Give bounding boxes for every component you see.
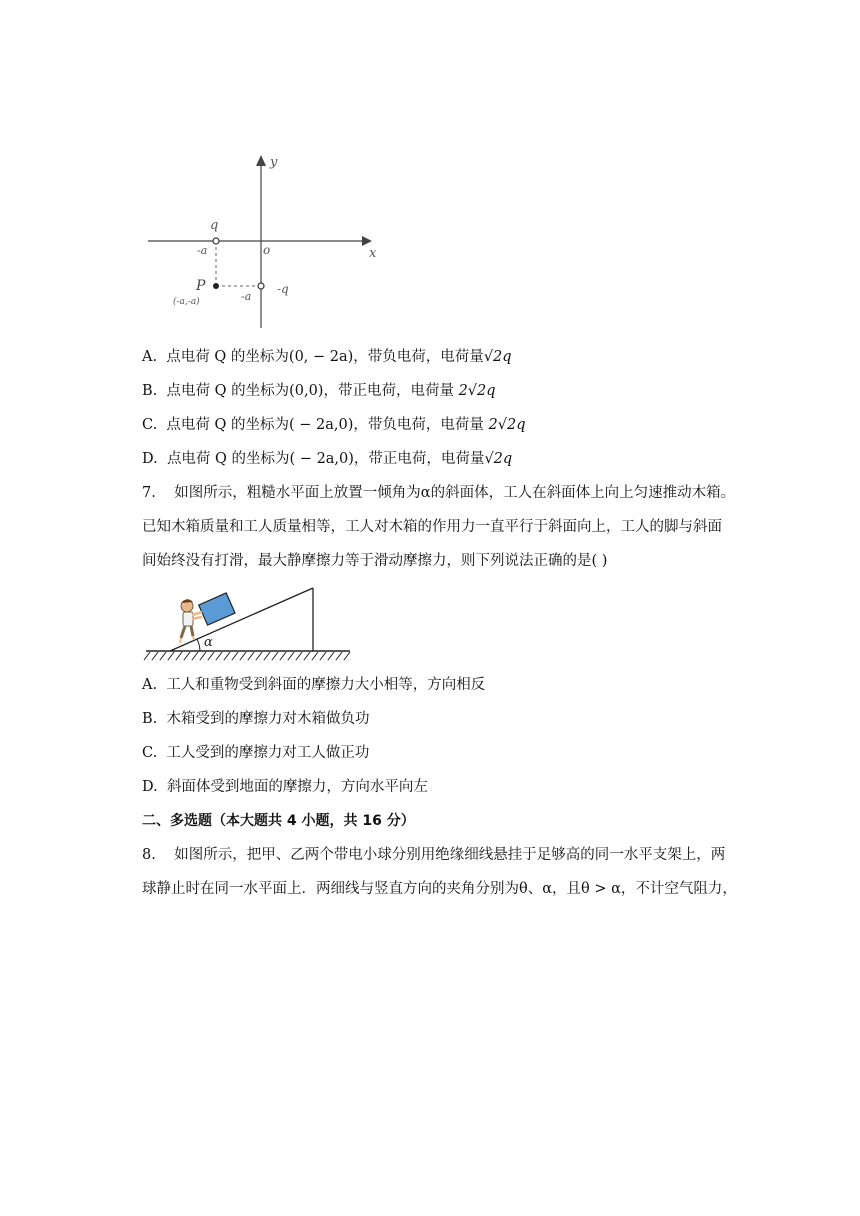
option-value: 2√2q bbox=[488, 417, 526, 433]
question-text: 球静止时在同一水平面上．两细线与竖直方向的夹角分别为θ、α，且θ > α，不计空气阻力， bbox=[142, 881, 737, 897]
q8-stem-line-1 bbox=[142, 845, 725, 865]
x-axis-arrow bbox=[362, 236, 372, 246]
option-value: √2q bbox=[483, 349, 512, 365]
option-text: 木箱受到的摩擦力对木箱做负功 bbox=[166, 711, 370, 727]
angle-arc bbox=[197, 639, 200, 651]
question-text: 如图所示，粗糙水平面上放置一倾角为α的斜面体，工人在斜面体上向上匀速推动木箱。 bbox=[174, 485, 736, 501]
origin-label: o bbox=[263, 243, 271, 257]
incline-diagram bbox=[140, 586, 355, 664]
neg-a-x-label: -a bbox=[197, 244, 208, 257]
option-letter: B. bbox=[142, 711, 158, 727]
option-text: 斜面体受到地面的摩擦力，方向水平向左 bbox=[166, 779, 428, 795]
ground-hatching bbox=[144, 652, 350, 660]
section-heading: 二、多选题（本大题共 4 小题，共 16 分） bbox=[142, 813, 415, 829]
question-number: 8. bbox=[142, 847, 156, 863]
q8-stem-line-2 bbox=[142, 879, 737, 899]
option-text: 点电荷 Q 的坐标为(0,0)，带正电荷，电荷量 bbox=[166, 383, 459, 399]
charge-q-dot bbox=[213, 238, 219, 244]
q6-option-c bbox=[142, 415, 526, 435]
q6-option-a bbox=[142, 347, 512, 367]
option-text: 工人受到的摩擦力对工人做正功 bbox=[166, 745, 370, 761]
option-value: 2√2q bbox=[458, 383, 496, 399]
q7-option-b bbox=[142, 709, 369, 729]
option-text: 点电荷 Q 的坐标为( − 2a,0)，带负电荷，电荷量 bbox=[166, 417, 489, 433]
point-p-dot bbox=[213, 283, 219, 289]
option-letter: A. bbox=[142, 349, 158, 365]
question-text: 已知木箱质量和工人质量相等，工人对木箱的作用力一直平行于斜面向上，工人的脚与斜面 bbox=[142, 519, 722, 535]
y-axis-arrow bbox=[256, 155, 266, 166]
option-letter: C. bbox=[142, 417, 158, 433]
coordinate-diagram bbox=[140, 150, 390, 332]
alpha-label: α bbox=[204, 635, 213, 650]
option-value: √2q bbox=[484, 451, 513, 467]
y-label: y bbox=[270, 155, 278, 170]
option-text: 点电荷 Q 的坐标为( − 2a,0)，带正电荷，电荷量 bbox=[166, 451, 485, 467]
question-text: 间始终没有打滑，最大静摩擦力等于滑动摩擦力，则下列说法正确的是( ) bbox=[142, 553, 608, 569]
option-letter: B. bbox=[142, 383, 158, 399]
option-letter: A. bbox=[142, 677, 158, 693]
charge-q-label: q bbox=[210, 218, 219, 233]
option-text: 工人和重物受到斜面的摩擦力大小相等，方向相反 bbox=[166, 677, 486, 693]
q7-stem-line-2 bbox=[142, 517, 722, 537]
point-p-coords: (-a,-a) bbox=[173, 297, 200, 307]
neg-a-y-label: -a bbox=[241, 290, 252, 303]
question-number: 7. bbox=[142, 485, 156, 501]
q7-stem-line-3 bbox=[142, 551, 607, 571]
option-letter: D. bbox=[142, 779, 158, 795]
option-letter: C. bbox=[142, 745, 158, 761]
q6-option-b bbox=[142, 381, 496, 401]
point-p-label: P bbox=[196, 278, 206, 294]
x-label: x bbox=[369, 246, 377, 261]
q7-option-a bbox=[142, 675, 485, 695]
q6-option-d bbox=[142, 449, 512, 469]
q7-stem-line-1 bbox=[142, 483, 735, 503]
q7-option-c bbox=[142, 743, 369, 763]
question-text: 如图所示，把甲、乙两个带电小球分别用绝缘细线悬挂于足够高的同一水平支架上，两 bbox=[174, 847, 726, 863]
q7-option-d bbox=[142, 777, 428, 797]
neg-q-label: -q bbox=[277, 282, 289, 296]
charge-neg-q-dot bbox=[258, 283, 264, 289]
option-letter: D. bbox=[142, 451, 158, 467]
option-text: 点电荷 Q 的坐标为(0, − 2a)，带负电荷，电荷量 bbox=[166, 349, 484, 365]
wooden-box bbox=[199, 593, 235, 625]
